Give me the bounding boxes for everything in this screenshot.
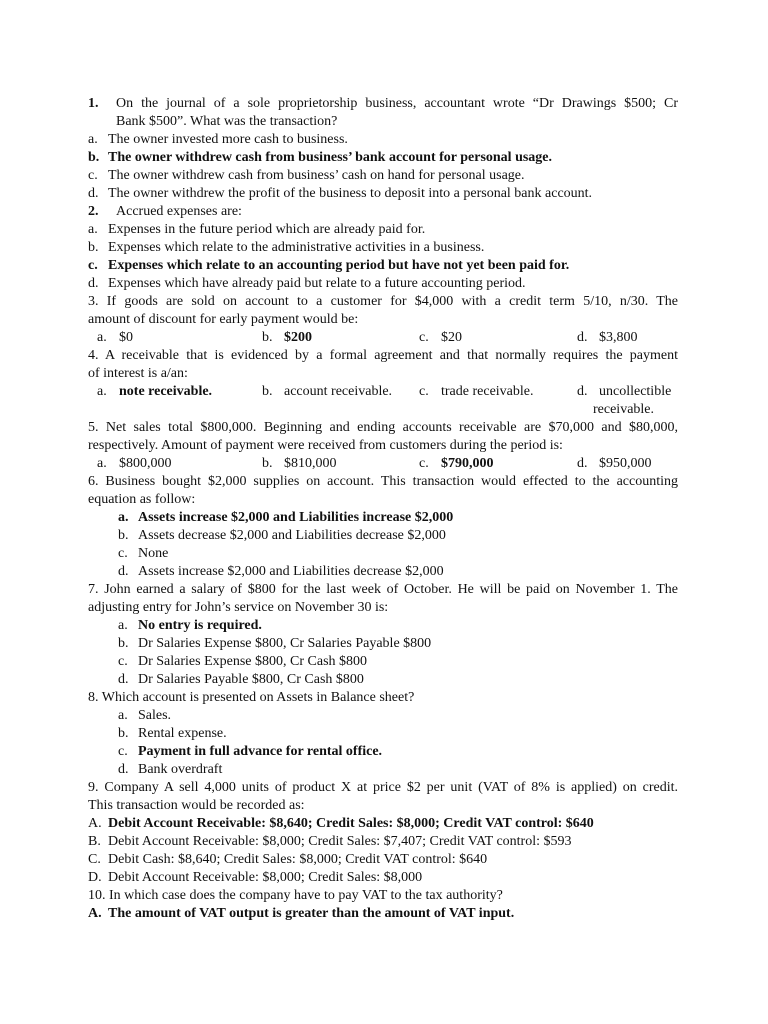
option-d: d. Bank overdraft xyxy=(118,762,223,777)
option-a: a. $0 xyxy=(97,330,133,345)
question-2 xyxy=(88,203,678,221)
option-b: B. Debit Account Receivable: $8,000; Credit Sales: $7,407; Credit VAT control: $593 xyxy=(88,834,572,849)
option-b: b. Dr Salaries Expense $800, Cr Salaries Payable $800 xyxy=(118,636,432,651)
option-c-answer: c. Payment in full advance for rental office. xyxy=(118,744,383,759)
option-c: c. Dr Salaries Expense $800, Cr Cash $800 xyxy=(118,654,368,669)
question-number: 2. xyxy=(88,204,99,219)
option-c: c. The owner withdrew cash from business’ cash on hand for personal usage. xyxy=(88,168,525,183)
option-d: d. Dr Salaries Payable $800, Cr Cash $800 xyxy=(118,672,364,687)
question-5-text: 5. Net sales total $800,000. Beginning and ending accounts receivable are $70,000 and $80,000, xyxy=(88,420,678,435)
option-c: C. Debit Cash: $8,640; Credit Sales: $8,000; Credit VAT control: $640 xyxy=(88,852,488,867)
option-d-wrap: receivable. xyxy=(593,402,655,417)
option-d: d. uncollectible xyxy=(577,384,672,399)
question-3-options xyxy=(88,329,678,347)
option-a: a. $800,000 xyxy=(97,456,172,471)
option-d: d. The owner withdrew the profit of the business to deposit into a personal bank account. xyxy=(88,186,593,201)
option-d: d. Assets increase $2,000 and Liabilities decrease $2,000 xyxy=(118,564,444,579)
option-a-answer: a. note receivable. xyxy=(97,384,213,399)
question-7-text: 7. John earned a salary of $800 for the last week of October. He will be paid on November 1. The xyxy=(88,582,678,597)
option-a-answer: a. No entry is required. xyxy=(118,618,262,633)
option-b: b. Rental expense. xyxy=(118,726,227,741)
question-4-text: 4. A receivable that is evidenced by a formal agreement and that normally requires the payment xyxy=(88,348,678,363)
option-c: c. trade receivable. xyxy=(419,384,534,399)
question-7-text-cont: adjusting entry for John’s service on November 30 is: xyxy=(88,600,389,615)
question-number: 1. xyxy=(88,96,99,111)
option-c: c. None xyxy=(118,546,169,561)
option-d: d. $3,800 xyxy=(577,330,638,345)
question-text: On the journal of a sole proprietorship business, accountant wrote “Dr Drawings $500; Cr xyxy=(116,96,678,111)
question-6-text-cont: equation as follow: xyxy=(88,492,196,507)
document-page xyxy=(88,95,678,923)
option-b: b. account receivable. xyxy=(262,384,393,399)
option-a-answer: A. The amount of VAT output is greater than the amount of VAT input. xyxy=(88,906,515,921)
question-text-cont: Bank $500”. What was the transaction? xyxy=(116,114,338,129)
option-d: D. Debit Account Receivable: $8,000; Credit Sales: $8,000 xyxy=(88,870,423,885)
question-10-text: 10. In which case does the company have to pay VAT to the tax authority? xyxy=(88,888,503,903)
question-text: Accrued expenses are: xyxy=(116,204,242,219)
option-a: a. The owner invested more cash to business. xyxy=(88,132,348,147)
option-d: d. $950,000 xyxy=(577,456,652,471)
question-4-text-cont: of interest is a/an: xyxy=(88,366,188,381)
question-1 xyxy=(88,95,678,113)
question-3-text: 3. If goods are sold on account to a customer for $4,000 with a credit term 5/10, n/30. The xyxy=(88,294,678,309)
option-b: b. Assets decrease $2,000 and Liabilities decrease $2,000 xyxy=(118,528,446,543)
option-a-answer: A. Debit Account Receivable: $8,640; Credit Sales: $8,000; Credit VAT control: $640 xyxy=(88,816,594,831)
question-4-options xyxy=(88,383,678,419)
question-9-text-cont: This transaction would be recorded as: xyxy=(88,798,305,813)
option-b-answer: b. $200 xyxy=(262,330,312,345)
option-d: d. Expenses which have already paid but relate to a future accounting period. xyxy=(88,276,526,291)
option-c-answer: c. $790,000 xyxy=(419,456,494,471)
question-8-text: 8. Which account is presented on Assets in Balance sheet? xyxy=(88,690,415,705)
question-9-text: 9. Company A sell 4,000 units of product X at price $2 per unit (VAT of 8% is applied) on credit. xyxy=(88,780,678,795)
option-c-answer: c. Expenses which relate to an accounting period but have not yet been paid for. xyxy=(88,258,570,273)
option-a: a. Sales. xyxy=(118,708,172,723)
option-c: c. $20 xyxy=(419,330,462,345)
option-a-answer: a. Assets increase $2,000 and Liabilities increase $2,000 xyxy=(118,510,454,525)
question-6-text: 6. Business bought $2,000 supplies on account. This transaction would effected to the accounting xyxy=(88,474,678,489)
question-3-text-cont: amount of discount for early payment would be: xyxy=(88,312,359,327)
option-a: a. Expenses in the future period which are already paid for. xyxy=(88,222,426,237)
question-5-text-cont: respectively. Amount of payment were received from customers during the period is: xyxy=(88,438,563,453)
option-b: b. Expenses which relate to the administrative activities in a business. xyxy=(88,240,485,255)
option-b-answer: b. The owner withdrew cash from business’ bank account for personal usage. xyxy=(88,150,553,165)
option-b: b. $810,000 xyxy=(262,456,337,471)
question-5-options xyxy=(88,455,678,473)
